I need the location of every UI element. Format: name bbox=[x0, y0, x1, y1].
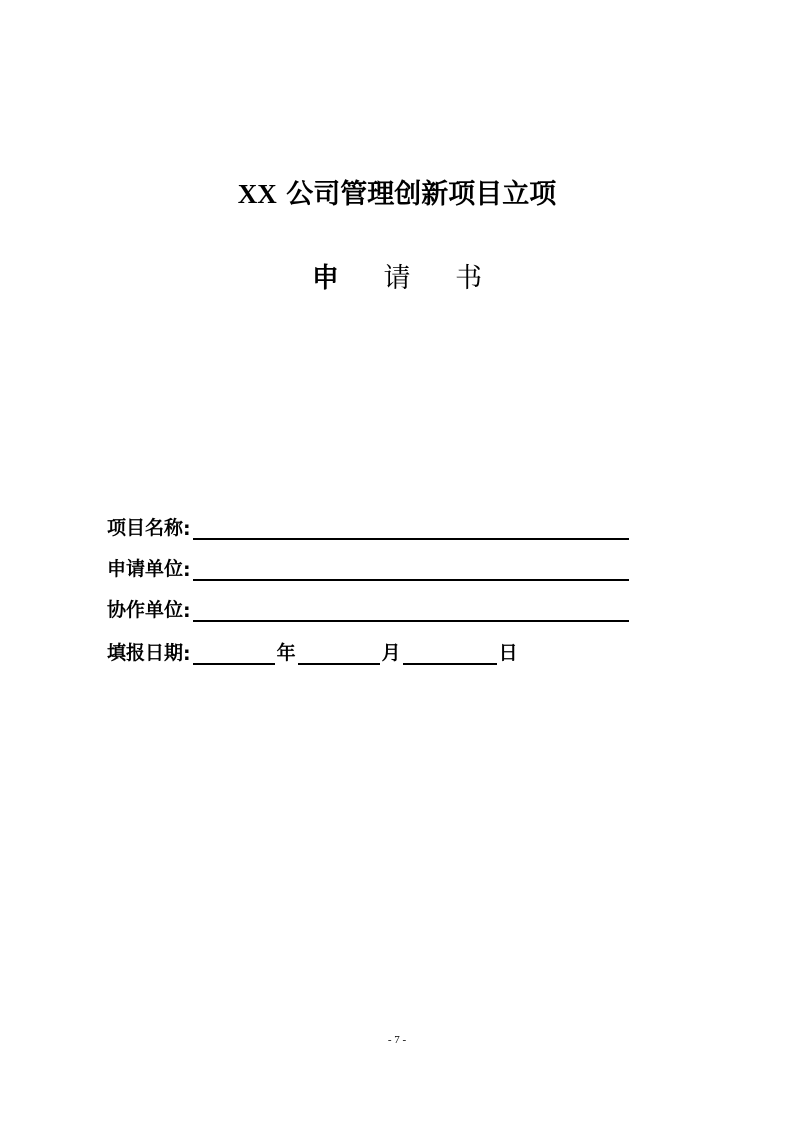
title-main: 公司管理创新项目立项 bbox=[286, 179, 557, 210]
cooperating-unit-colon: : bbox=[183, 600, 191, 622]
year-blank-line[interactable] bbox=[193, 639, 275, 665]
page-number: - 7 - bbox=[387, 1034, 407, 1046]
fill-date-label: 填报日期 bbox=[107, 642, 184, 664]
project-name-label: 项目名称 bbox=[107, 517, 184, 539]
applicant-unit-blank-line[interactable] bbox=[193, 555, 629, 581]
fill-date-colon: : bbox=[183, 643, 191, 665]
subtitle-char-3: 书 bbox=[455, 263, 483, 294]
day-blank-line[interactable] bbox=[403, 639, 497, 665]
subtitle-char-2: 请 bbox=[383, 263, 411, 294]
day-unit-label: 日 bbox=[498, 642, 518, 664]
applicant-unit-label: 申请单位 bbox=[107, 558, 184, 580]
month-blank-line[interactable] bbox=[298, 639, 380, 665]
document-subtitle bbox=[0, 256, 794, 295]
project-name-blank-line[interactable] bbox=[193, 514, 629, 540]
applicant-unit-colon: : bbox=[183, 559, 191, 581]
cooperating-unit-label: 协作单位 bbox=[107, 599, 184, 621]
year-unit-label: 年 bbox=[276, 642, 296, 664]
subtitle-char-1: 申 bbox=[311, 263, 339, 294]
title-prefix: XX bbox=[237, 179, 277, 209]
project-name-field bbox=[107, 512, 629, 540]
cooperating-unit-blank-line[interactable] bbox=[193, 596, 629, 622]
month-unit-label: 月 bbox=[381, 642, 401, 664]
fill-date-field bbox=[107, 637, 520, 665]
project-name-colon: : bbox=[183, 518, 191, 540]
document-title bbox=[0, 172, 794, 211]
cooperating-unit-field bbox=[107, 594, 629, 622]
applicant-unit-field bbox=[107, 553, 629, 581]
